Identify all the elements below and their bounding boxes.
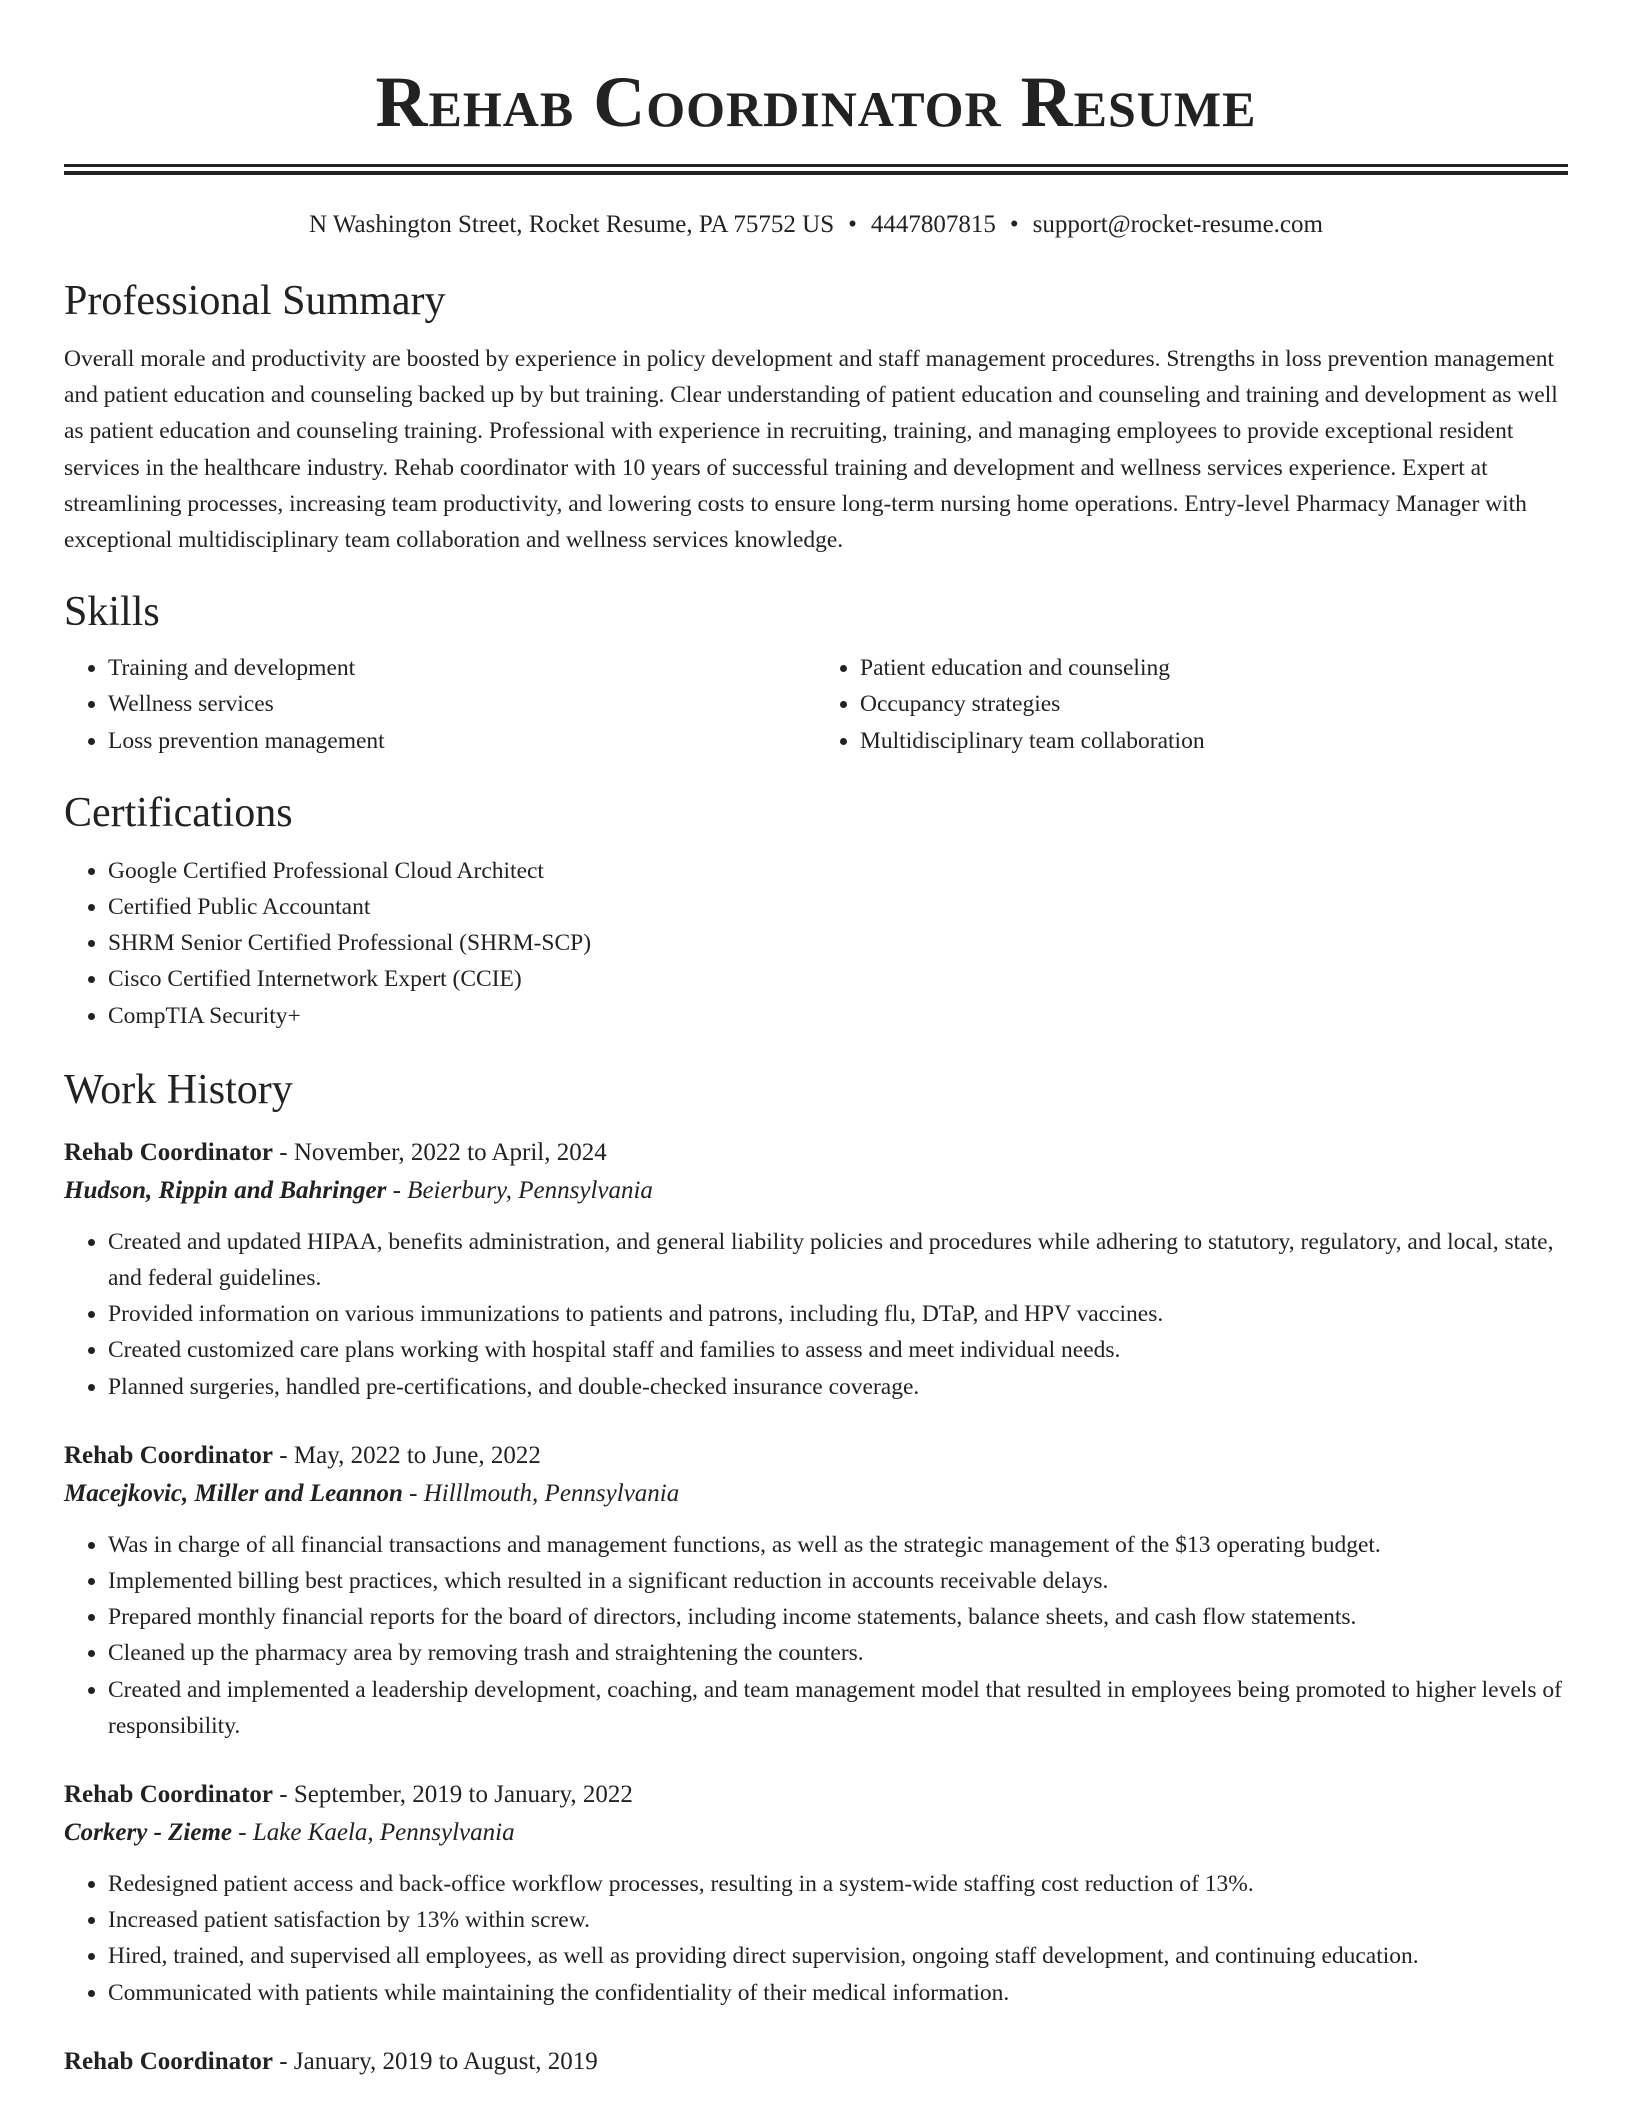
job-bullet: • Created and implemented a leadership development, coaching, and team management model that resulted in employees being promoted to higher levels of responsibility. xyxy=(108,1672,1568,1744)
title-divider xyxy=(64,164,1568,175)
certifications-heading: Certifications xyxy=(64,789,293,836)
job-bullet: • Was in charge of all financial transactions and management functions, as well as the strategic management of the $13 operating budget. xyxy=(108,1527,1568,1563)
certification-item: • Google Certified Professional Cloud Architect xyxy=(108,853,1568,889)
resume-page xyxy=(64,0,1568,2081)
certification-item: • SHRM Senior Certified Professional (SHRM-SCP) xyxy=(108,925,1568,961)
job-header xyxy=(64,1437,1568,1475)
job-dash: - xyxy=(232,1819,253,1847)
job-role: Rehab Coordinator xyxy=(64,2047,274,2075)
job-company: Corkery - Zieme xyxy=(64,1819,233,1847)
job-entry xyxy=(64,1776,1568,2011)
job-bullet: • Redesigned patient access and back-office workflow processes, resulting in a system-wide staffing cost reduction of 13%. xyxy=(108,1866,1568,1902)
job-company: Macejkovic, Miller and Leannon xyxy=(64,1479,403,1507)
job-location: Beierbury, Pennsylvania xyxy=(407,1176,653,1204)
summary-text: Overall morale and productivity are boosted by experience in policy development and staff management procedures. Strengths in loss prevention management and patient education and counseling backed up by but training. Clear understanding of patient education and counseling and training and development as well as patient education and counseling training. Professional with experience in recruiting, training, and managing employees to provide exceptional resident services in the healthcare industry. Rehab coordinator with 10 years of successful training and development and wellness services experience. Expert at streamlining processes, increasing team productivity, and lowering costs to ensure long-term nursing home operations. Entry-level Pharmacy Manager with exceptional multidisciplinary team collaboration and wellness services knowledge. xyxy=(64,346,1558,554)
job-role: Rehab Coordinator xyxy=(64,1441,274,1469)
skills-list xyxy=(64,650,1568,759)
summary-heading: Professional Summary xyxy=(64,278,446,324)
job-bullet: • Hired, trained, and supervised all employees, as well as providing direct supervision, ongoing staff development, and continuing education. xyxy=(108,1938,1568,1974)
job-dash: - xyxy=(273,1138,294,1166)
certification-item: • CompTIA Security+ xyxy=(108,998,1568,1034)
skill-item: • Wellness services xyxy=(108,686,816,722)
job-company-line xyxy=(64,1814,1568,1852)
skill-item: • Training and development xyxy=(108,650,816,686)
job-dash: - xyxy=(273,1781,294,1809)
job-company-line xyxy=(64,1172,1568,1210)
skills-heading: Skills xyxy=(64,589,160,636)
job-header xyxy=(64,2043,1568,2081)
job-location: Lake Kaela, Pennsylvania xyxy=(252,1819,515,1847)
job-bullet: • Created and updated HIPAA, benefits administration, and general liability policies and procedures while adhering to statutory, regulatory, and local, state, and federal guidelines. xyxy=(108,1224,1568,1296)
job-bullet: • Implemented billing best practices, which resulted in a significant reduction in accounts receivable delays. xyxy=(108,1563,1568,1599)
job-location: Hilllmouth, Pennsylvania xyxy=(423,1479,680,1507)
job-dash: - xyxy=(273,2047,294,2075)
job-dash: - xyxy=(386,1176,408,1204)
job-bullets xyxy=(64,1866,1568,2011)
job-dates: November, 2022 to April, 2024 xyxy=(293,1138,607,1166)
job-role: Rehab Coordinator xyxy=(64,1138,274,1166)
contact-phone[interactable]: 4447807815 xyxy=(870,211,996,238)
job-entry xyxy=(64,1437,1568,1744)
contact-separator: • xyxy=(848,211,857,238)
skills-column-left xyxy=(64,650,816,759)
job-bullets xyxy=(64,1224,1568,1405)
job-dates: September, 2019 to January, 2022 xyxy=(293,1781,633,1809)
skill-item: • Loss prevention management xyxy=(108,723,816,759)
certification-item: • Cisco Certified Internetwork Expert (CCIE) xyxy=(108,961,1568,997)
job-bullet: • Communicated with patients while maintaining the confidentiality of their medical information. xyxy=(108,1975,1568,2011)
work-history-heading: Work History xyxy=(64,1066,293,1113)
job-entry xyxy=(64,2043,1568,2081)
job-bullet: • Created customized care plans working with hospital staff and families to assess and meet individual needs. xyxy=(108,1332,1568,1368)
resume-title: Rehab Coordinator Resume xyxy=(375,62,1257,142)
job-dash: - xyxy=(402,1479,424,1507)
job-bullet: • Planned surgeries, handled pre-certifications, and double-checked insurance coverage. xyxy=(108,1369,1568,1405)
contact-separator: • xyxy=(1009,211,1019,238)
job-role: Rehab Coordinator xyxy=(64,1781,274,1809)
job-header xyxy=(64,1776,1568,1814)
job-bullets xyxy=(64,1527,1568,1744)
skills-column-right xyxy=(816,650,1568,759)
job-entry xyxy=(64,1134,1568,1405)
job-company-line xyxy=(64,1475,1568,1513)
job-bullet: • Provided information on various immunizations to patients and patrons, including flu, DTaP, and HPV vaccines. xyxy=(108,1296,1568,1332)
contact-email[interactable]: support@rocket-resume.com xyxy=(1032,211,1323,238)
job-dates: January, 2019 to August, 2019 xyxy=(293,2047,598,2075)
contact-line xyxy=(64,209,1568,241)
certifications-list xyxy=(64,853,1568,1034)
skill-item: • Multidisciplinary team collaboration xyxy=(860,723,1568,759)
skill-item: • Patient education and counseling xyxy=(860,650,1568,686)
job-header xyxy=(64,1134,1568,1172)
job-bullet: • Increased patient satisfaction by 13% within screw. xyxy=(108,1902,1568,1938)
job-dates: May, 2022 to June, 2022 xyxy=(293,1441,541,1469)
certification-item: • Certified Public Accountant xyxy=(108,889,1568,925)
job-bullet: • Prepared monthly financial reports for the board of directors, including income statements, balance sheets, and cash flow statements. xyxy=(108,1599,1568,1635)
contact-address: N Washington Street, Rocket Resume, PA 75752 US xyxy=(309,211,835,238)
job-company: Hudson, Rippin and Bahringer xyxy=(64,1176,387,1204)
job-bullet: • Cleaned up the pharmacy area by removing trash and straightening the counters. xyxy=(108,1635,1568,1671)
skill-item: • Occupancy strategies xyxy=(860,686,1568,722)
job-dash: - xyxy=(273,1441,294,1469)
